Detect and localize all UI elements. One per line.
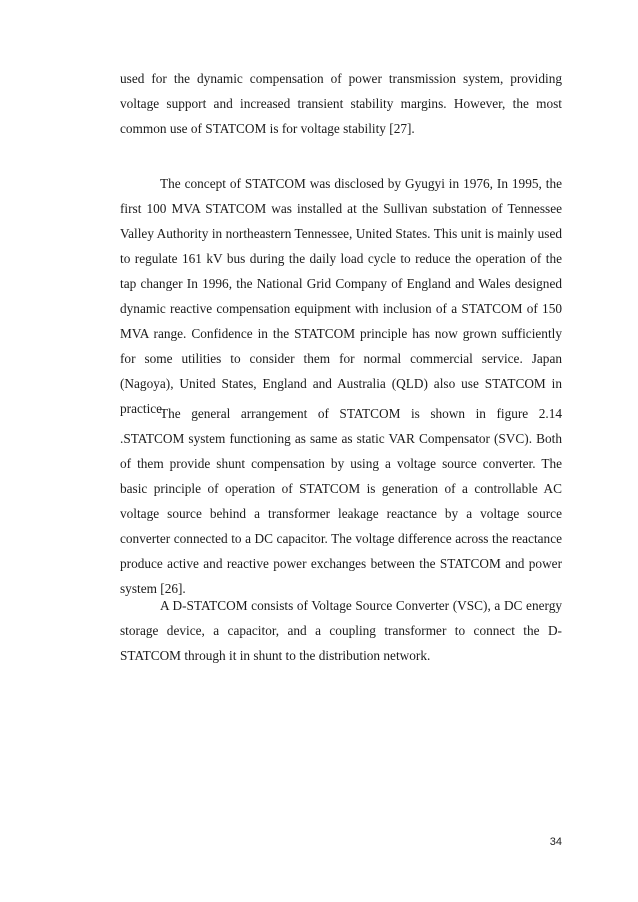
paragraph-statcom-history: The concept of STATCOM was disclosed by Gyugyi in 1976, In 1995, the first 100 MVA STATCOM was installed at the Sullivan substation of Tennessee Valley Authority in northeastern Tennessee, United States. This unit is mainly used to regulate 161 kV bus during the daily load cycle to reduce the operation of the tap changer In 1996, the National Grid Company of England and Wales designed dynamic reactive compensation equipment with inclusion of a STATCOM of 150 MVA range. Confidence in the STATCOM principle has now grown sufficiently for some utilities to consider them for normal commercial service. Japan (Nagoya), United States, England and Australia (QLD) also use STATCOM in practice. <box>120 176 562 416</box>
paragraph-continuation: used for the dynamic compensation of power transmission system, providing voltage support and increased transient stability margins. However, the most common use of STATCOM is for voltage stability [27]. <box>120 71 562 136</box>
paragraph-d-statcom: A D-STATCOM consists of Voltage Source Converter (VSC), a DC energy storage device, a capacitor, and a coupling transformer to connect the D-STATCOM through it in shunt to the distribution network. <box>120 598 562 663</box>
page-number: 34 <box>549 836 562 848</box>
paragraph-statcom-arrangement: The general arrangement of STATCOM is shown in figure 2.14 .STATCOM system functioning as same as static VAR Compensator (SVC). Both of them provide shunt compensation by using a voltage source converter. The basic principle of operation of STATCOM is generation of a controllable AC voltage source behind a transformer leakage reactance by a voltage source converter connected to a DC capacitor. The voltage difference across the reactance produce active and reactive power exchanges between the STATCOM and power system [26]. <box>120 406 562 596</box>
